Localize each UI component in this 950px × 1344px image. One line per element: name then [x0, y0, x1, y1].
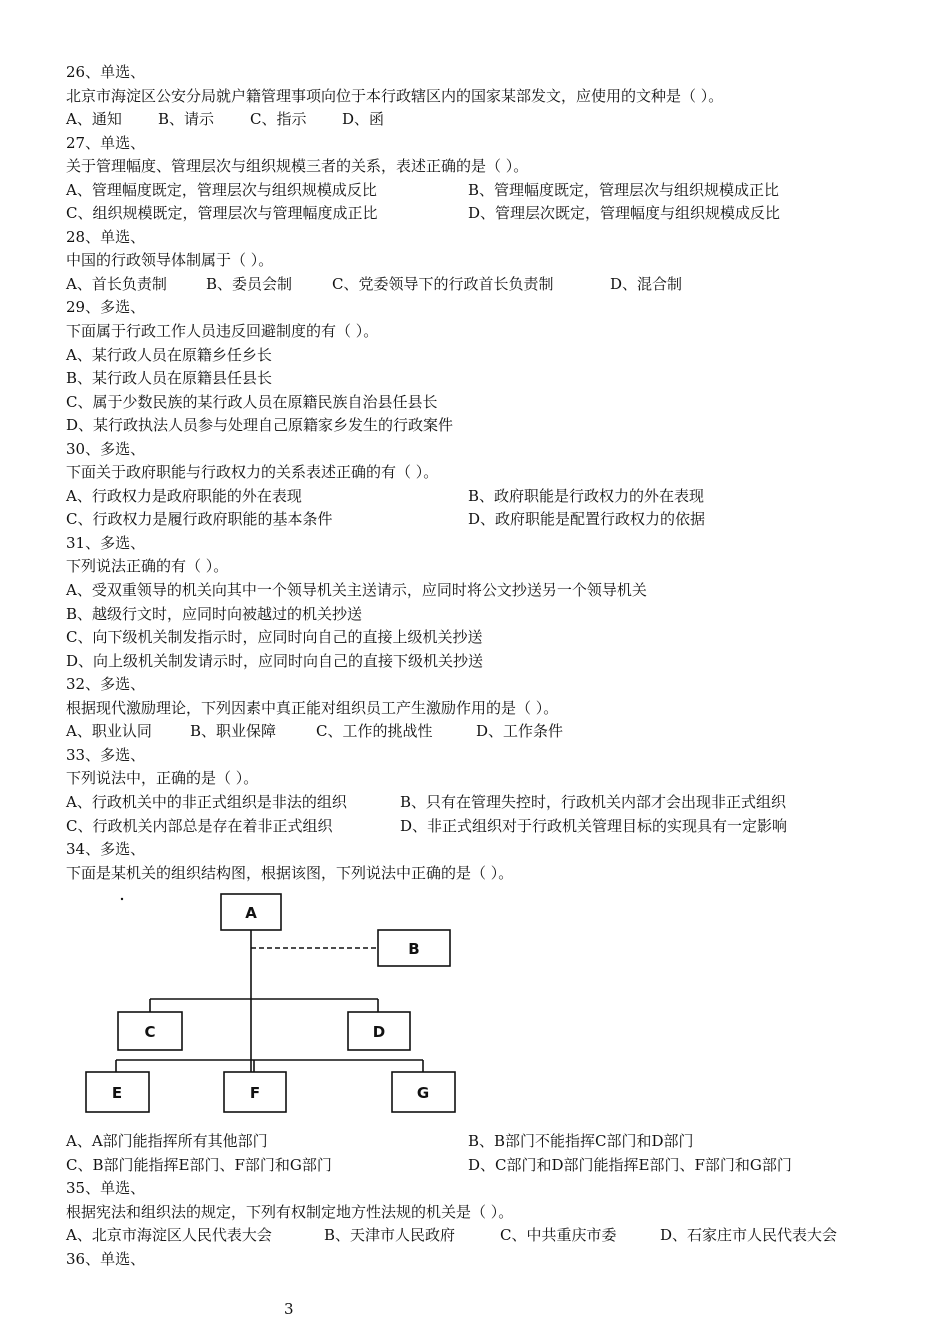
question-28-header: 28、单选、: [66, 227, 146, 246]
option-c: C、行政权力是履行政府职能的基本条件: [66, 510, 333, 529]
stray-dot: [121, 898, 123, 900]
option-b: B、职业保障: [190, 722, 277, 741]
org-chart-diagram: [66, 885, 886, 1130]
question-26-stem: 北京市海淀区公安分局就户籍管理事项向位于本行政辖区内的国家某部发文，应使用的文种是（ ）。: [66, 86, 724, 105]
option-a: A、行政权力是政府职能的外在表现: [66, 486, 302, 505]
question-32-options: [66, 720, 886, 744]
option-c: C、组织规模既定，管理层次与管理幅度成正比: [66, 204, 378, 223]
org-chart: [66, 885, 486, 1130]
question-26-header: 26、单选、: [66, 63, 146, 81]
node-f-label: F: [249, 1084, 261, 1103]
question-32-header: 32、多选、: [66, 675, 146, 694]
option-b: B、天津市人民政府: [324, 1226, 456, 1245]
option-b: B、请示: [158, 110, 215, 129]
option-a: A、A部门能指挥所有其他部门: [66, 1132, 268, 1151]
option-d: D、某行政执法人员参与处理自己原籍家乡发生的行政案件: [66, 416, 454, 435]
option-d: D、政府职能是配置行政权力的依据: [468, 510, 706, 529]
question-31-stem: 下列说法正确的有（ ）。: [66, 557, 229, 576]
option-b: B、只有在管理失控时，行政机关内部才会出现非正式组织: [400, 792, 787, 811]
option-d: D、非正式组织对于行政机关管理目标的实现具有一定影响: [400, 816, 788, 835]
document-page: [66, 61, 886, 1271]
option-a: A、首长负责制: [66, 274, 167, 293]
node-g-label: G: [416, 1084, 430, 1103]
question-26-options: [66, 108, 886, 132]
question-34-stem: 下面是某机关的组织结构图，根据该图，下列说法中正确的是（ ）。: [66, 863, 514, 882]
option-c: C、工作的挑战性: [316, 722, 433, 741]
option-b: B、委员会制: [206, 274, 293, 293]
question-30-options-row1: [66, 485, 886, 509]
question-28-stem: 中国的行政领导体制属于（ ）。: [66, 251, 274, 270]
option-b: B、政府职能是行政权力的外在表现: [468, 486, 705, 505]
node-a-label: A: [245, 904, 257, 923]
option-a: A、北京市海淀区人民代表大会: [66, 1226, 272, 1245]
question-30-options-row2: [66, 508, 886, 532]
question-36-header: 36、单选、: [66, 1249, 146, 1268]
option-c: C、属于少数民族的某行政人员在原籍民族自治县任县长: [66, 392, 438, 411]
question-33-options-row1: [66, 791, 886, 815]
question-30-header: 30、多选、: [66, 439, 146, 458]
question-30-stem: 下面关于政府职能与行政权力的关系表述正确的有（ ）。: [66, 463, 439, 482]
node-d-label: D: [372, 1023, 386, 1042]
option-b: B、越级行文时，应同时向被越过的机关抄送: [66, 604, 363, 623]
page-number: 3: [284, 1300, 294, 1318]
question-34-options-row2: [66, 1154, 886, 1178]
option-a: A、行政机关中的非正式组织是非法的组织: [66, 792, 347, 811]
question-35-stem: 根据宪法和组织法的规定，下列有权制定地方性法规的机关是（ ）。: [66, 1202, 514, 1221]
question-35-header: 35、单选、: [66, 1179, 146, 1198]
option-c: C、向下级机关制发指示时，应同时向自己的直接上级机关抄送: [66, 628, 483, 647]
option-b: B、某行政人员在原籍县任县长: [66, 369, 273, 388]
question-27-options-row1: [66, 179, 886, 203]
option-d: D、函: [342, 110, 385, 129]
question-27-header: 27、单选、: [66, 133, 146, 152]
option-a: A、某行政人员在原籍乡任乡长: [66, 345, 272, 364]
question-28-options: [66, 273, 886, 297]
option-c: C、中共重庆市委: [500, 1226, 617, 1245]
option-d: D、C部门和D部门能指挥E部门、F部门和G部门: [468, 1155, 792, 1174]
question-33-header: 33、多选、: [66, 745, 146, 764]
question-29-stem: 下面属于行政工作人员违反回避制度的有（ ）。: [66, 322, 379, 341]
option-b: B、管理幅度既定，管理层次与组织规模成正比: [468, 180, 780, 199]
option-c: C、行政机关内部总是存在着非正式组织: [66, 816, 333, 835]
question-33-options-row2: [66, 815, 886, 839]
option-a: A、受双重领导的机关向其中一个领导机关主送请示，应同时将公文抄送另一个领导机关: [66, 581, 647, 600]
question-35-options: [66, 1224, 886, 1248]
question-27-options-row2: [66, 202, 886, 226]
question-32-stem: 根据现代激励理论，下列因素中真正能对组织员工产生激励作用的是（ ）。: [66, 698, 559, 717]
question-34-options-row1: [66, 1130, 886, 1154]
option-a: A、通知: [66, 110, 122, 129]
option-a: A、职业认同: [66, 722, 152, 741]
option-c: C、B部门能指挥E部门、F部门和G部门: [66, 1155, 332, 1174]
option-c: C、党委领导下的行政首长负责制: [332, 274, 554, 293]
option-c: C、指示: [250, 110, 307, 129]
node-c-label: C: [144, 1023, 156, 1042]
option-d: D、工作条件: [476, 722, 564, 741]
question-27-stem: 关于管理幅度、管理层次与组织规模三者的关系，表述正确的是（ ）。: [66, 157, 529, 176]
option-d: D、混合制: [610, 274, 683, 293]
node-e-label: E: [111, 1084, 123, 1103]
question-34-header: 34、多选、: [66, 840, 146, 859]
option-d: D、向上级机关制发请示时，应同时向自己的直接下级机关抄送: [66, 651, 484, 670]
question-29-header: 29、多选、: [66, 298, 146, 317]
question-31-header: 31、多选、: [66, 533, 146, 552]
option-a: A、管理幅度既定，管理层次与组织规模成反比: [66, 180, 377, 199]
option-b: B、B部门不能指挥C部门和D部门: [468, 1132, 694, 1151]
option-d: D、石家庄市人民代表大会: [660, 1226, 838, 1245]
node-b-label: B: [408, 940, 420, 959]
question-33-stem: 下列说法中，正确的是（ ）。: [66, 769, 259, 788]
option-d: D、管理层次既定，管理幅度与组织规模成反比: [468, 204, 781, 223]
